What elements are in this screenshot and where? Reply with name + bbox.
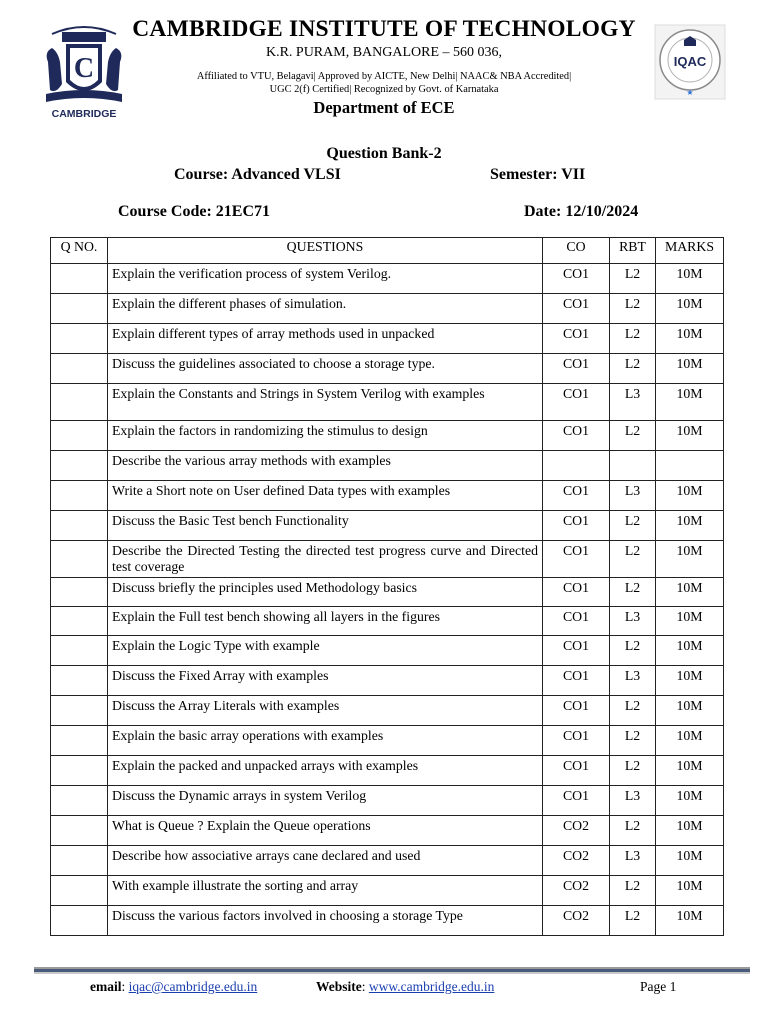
rbt-cell: L2 xyxy=(610,636,656,666)
qno-cell xyxy=(51,786,108,816)
marks-cell: 10M xyxy=(656,324,724,354)
marks-cell: 10M xyxy=(656,264,724,294)
co-cell: CO1 xyxy=(543,607,610,636)
co-cell: CO1 xyxy=(543,294,610,324)
table-row xyxy=(51,816,724,846)
affiliation-line-2: UGC 2(f) Certified| Recognized by Govt. of Karnataka xyxy=(269,84,499,95)
table-row xyxy=(51,541,724,578)
svg-text:IQAC: IQAC xyxy=(673,54,707,69)
rbt-cell: L3 xyxy=(610,481,656,511)
table-row xyxy=(51,481,724,511)
qno-cell xyxy=(51,726,108,756)
semester: Semester: VII xyxy=(490,166,586,183)
header-co: CO xyxy=(543,238,610,264)
marks-cell: 10M xyxy=(656,726,724,756)
question-cell: Explain the Logic Type with example xyxy=(108,636,543,666)
question-cell: Discuss the Basic Test bench Functionality xyxy=(108,511,543,541)
qno-cell xyxy=(51,324,108,354)
question-cell: What is Queue ? Explain the Queue operations xyxy=(108,816,543,846)
table-row xyxy=(51,906,724,936)
co-cell: CO1 xyxy=(543,324,610,354)
qno-cell xyxy=(51,354,108,384)
marks-cell: 10M xyxy=(656,906,724,936)
footer-website: Website: www.cambridge.edu.in xyxy=(316,979,495,994)
institute-address: K.R. PURAM, BANGALORE – 560 036, xyxy=(265,45,503,60)
co-cell: CO1 xyxy=(543,726,610,756)
marks-cell xyxy=(656,451,724,481)
co-cell: CO1 xyxy=(543,756,610,786)
question-cell: Describe how associative arrays cane declared and used xyxy=(108,846,543,876)
table-row xyxy=(51,636,724,666)
qno-cell xyxy=(51,541,108,578)
qno-cell xyxy=(51,511,108,541)
marks-cell: 10M xyxy=(656,481,724,511)
email-label: email xyxy=(90,979,122,994)
svg-text:CAMBRIDGE: CAMBRIDGE xyxy=(51,108,117,120)
table-row xyxy=(51,726,724,756)
marks-cell: 10M xyxy=(656,511,724,541)
qno-cell xyxy=(51,756,108,786)
rbt-cell: L2 xyxy=(610,324,656,354)
co-cell: CO2 xyxy=(543,906,610,936)
qno-cell xyxy=(51,876,108,906)
qno-cell xyxy=(51,481,108,511)
rbt-cell: L2 xyxy=(610,696,656,726)
marks-cell: 10M xyxy=(656,636,724,666)
rbt-cell: L3 xyxy=(610,666,656,696)
table-row xyxy=(51,786,724,816)
table-row xyxy=(51,578,724,607)
question-table-body xyxy=(51,264,724,936)
svg-text:C: C xyxy=(73,53,95,84)
department-name: Department of ECE xyxy=(313,98,455,117)
co-cell: CO1 xyxy=(543,696,610,726)
qno-cell xyxy=(51,636,108,666)
marks-cell: 10M xyxy=(656,541,724,578)
website-link[interactable]: www.cambridge.edu.in xyxy=(368,979,495,994)
rbt-cell: L2 xyxy=(610,756,656,786)
course-name: Course: Advanced VLSI xyxy=(174,166,341,183)
marks-cell: 10M xyxy=(656,578,724,607)
rbt-cell: L2 xyxy=(610,294,656,324)
svg-text:★: ★ xyxy=(686,88,694,97)
rbt-cell: L2 xyxy=(610,816,656,846)
table-row xyxy=(51,666,724,696)
footer-divider xyxy=(34,967,750,974)
question-cell: Explain the packed and unpacked arrays with examples xyxy=(108,756,543,786)
footer-email: email: iqac@cambridge.edu.in xyxy=(90,979,258,994)
question-cell: Discuss the guidelines associated to choose a storage type. xyxy=(108,354,543,384)
marks-cell: 10M xyxy=(656,696,724,726)
question-cell: Describe the Directed Testing the directed test progress curve and Directed test coverage xyxy=(108,541,543,578)
qno-cell xyxy=(51,607,108,636)
co-cell: CO1 xyxy=(543,264,610,294)
co-cell: CO2 xyxy=(543,846,610,876)
marks-cell: 10M xyxy=(656,421,724,451)
qno-cell xyxy=(51,578,108,607)
marks-cell: 10M xyxy=(656,607,724,636)
question-cell: Describe the various array methods with examples xyxy=(108,451,543,481)
marks-cell: 10M xyxy=(656,384,724,421)
qno-cell xyxy=(51,384,108,421)
co-cell: CO1 xyxy=(543,636,610,666)
header-marks: MARKS xyxy=(656,238,724,264)
rbt-cell xyxy=(610,451,656,481)
question-cell: Discuss briefly the principles used Methodology basics xyxy=(108,578,543,607)
co-cell: CO2 xyxy=(543,876,610,906)
exam-date: Date: 12/10/2024 xyxy=(524,203,639,220)
question-cell: Write a Short note on User defined Data types with examples xyxy=(108,481,543,511)
marks-cell: 10M xyxy=(656,846,724,876)
marks-cell: 10M xyxy=(656,354,724,384)
co-cell: CO1 xyxy=(543,511,610,541)
rbt-cell: L2 xyxy=(610,511,656,541)
co-cell: CO2 xyxy=(543,816,610,846)
rbt-cell: L2 xyxy=(610,541,656,578)
email-link[interactable]: iqac@cambridge.edu.in xyxy=(128,979,258,994)
co-cell: CO1 xyxy=(543,541,610,578)
co-cell: CO1 xyxy=(543,666,610,696)
page-number: Page 1 xyxy=(640,979,677,994)
question-cell: Discuss the Dynamic arrays in system Verilog xyxy=(108,786,543,816)
institute-affiliation xyxy=(120,70,648,96)
question-cell: Explain the Constants and Strings in System Verilog with examples xyxy=(108,384,543,421)
co-cell xyxy=(543,451,610,481)
marks-cell: 10M xyxy=(656,294,724,324)
question-table xyxy=(50,237,724,936)
website-label: Website xyxy=(316,979,362,994)
document-title: Question Bank-2 xyxy=(326,145,442,162)
qno-cell xyxy=(51,264,108,294)
letterhead xyxy=(0,0,768,130)
question-cell: Explain the verification process of system Verilog. xyxy=(108,264,543,294)
co-cell: CO1 xyxy=(543,786,610,816)
qno-cell xyxy=(51,906,108,936)
marks-cell: 10M xyxy=(656,666,724,696)
table-row xyxy=(51,451,724,481)
co-cell: CO1 xyxy=(543,354,610,384)
table-row xyxy=(51,354,724,384)
rbt-cell: L2 xyxy=(610,906,656,936)
qno-cell xyxy=(51,846,108,876)
rbt-cell: L2 xyxy=(610,578,656,607)
co-cell: CO1 xyxy=(543,578,610,607)
header-rbt: RBT xyxy=(610,238,656,264)
question-cell: Explain the Full test bench showing all layers in the figures xyxy=(108,607,543,636)
marks-cell: 10M xyxy=(656,786,724,816)
course-code: Course Code: 21EC71 xyxy=(118,203,270,220)
question-cell: Explain the basic array operations with examples xyxy=(108,726,543,756)
rbt-cell: L2 xyxy=(610,421,656,451)
marks-cell: 10M xyxy=(656,756,724,786)
rbt-cell: L2 xyxy=(610,264,656,294)
affiliation-line-1: Affiliated to VTU, Belagavi| Approved by AICTE, New Delhi| NAAC& NBA Accredited| xyxy=(196,71,572,82)
qno-cell xyxy=(51,816,108,846)
co-cell: CO1 xyxy=(543,384,610,421)
qno-cell xyxy=(51,294,108,324)
qno-cell xyxy=(51,421,108,451)
co-cell: CO1 xyxy=(543,421,610,451)
table-header-row xyxy=(51,238,724,264)
table-row xyxy=(51,876,724,906)
cambridge-crest-logo xyxy=(38,22,130,122)
table-row xyxy=(51,324,724,354)
table-row xyxy=(51,384,724,421)
rbt-cell: L3 xyxy=(610,846,656,876)
rbt-cell: L2 xyxy=(610,726,656,756)
rbt-cell: L3 xyxy=(610,607,656,636)
table-row xyxy=(51,294,724,324)
table-row xyxy=(51,264,724,294)
question-cell: Explain the different phases of simulation. xyxy=(108,294,543,324)
header-qno: Q NO. xyxy=(51,238,108,264)
marks-cell: 10M xyxy=(656,816,724,846)
qno-cell xyxy=(51,451,108,481)
question-cell: Explain different types of array methods used in unpacked xyxy=(108,324,543,354)
question-cell: Discuss the Fixed Array with examples xyxy=(108,666,543,696)
question-cell: Explain the factors in randomizing the stimulus to design xyxy=(108,421,543,451)
table-row xyxy=(51,696,724,726)
table-row xyxy=(51,607,724,636)
institute-name: CAMBRIDGE INSTITUTE OF TECHNOLOGY xyxy=(132,16,636,42)
rbt-cell: L3 xyxy=(610,384,656,421)
qno-cell xyxy=(51,666,108,696)
rbt-cell: L2 xyxy=(610,876,656,906)
question-cell: Discuss the Array Literals with examples xyxy=(108,696,543,726)
question-cell: Discuss the various factors involved in choosing a storage Type xyxy=(108,906,543,936)
rbt-cell: L2 xyxy=(610,354,656,384)
table-row xyxy=(51,756,724,786)
qno-cell xyxy=(51,696,108,726)
iqac-seal-logo xyxy=(654,24,726,100)
rbt-cell: L3 xyxy=(610,786,656,816)
marks-cell: 10M xyxy=(656,876,724,906)
table-row xyxy=(51,511,724,541)
header-questions: QUESTIONS xyxy=(108,238,543,264)
table-row xyxy=(51,846,724,876)
co-cell: CO1 xyxy=(543,481,610,511)
question-cell: With example illustrate the sorting and array xyxy=(108,876,543,906)
table-row xyxy=(51,421,724,451)
